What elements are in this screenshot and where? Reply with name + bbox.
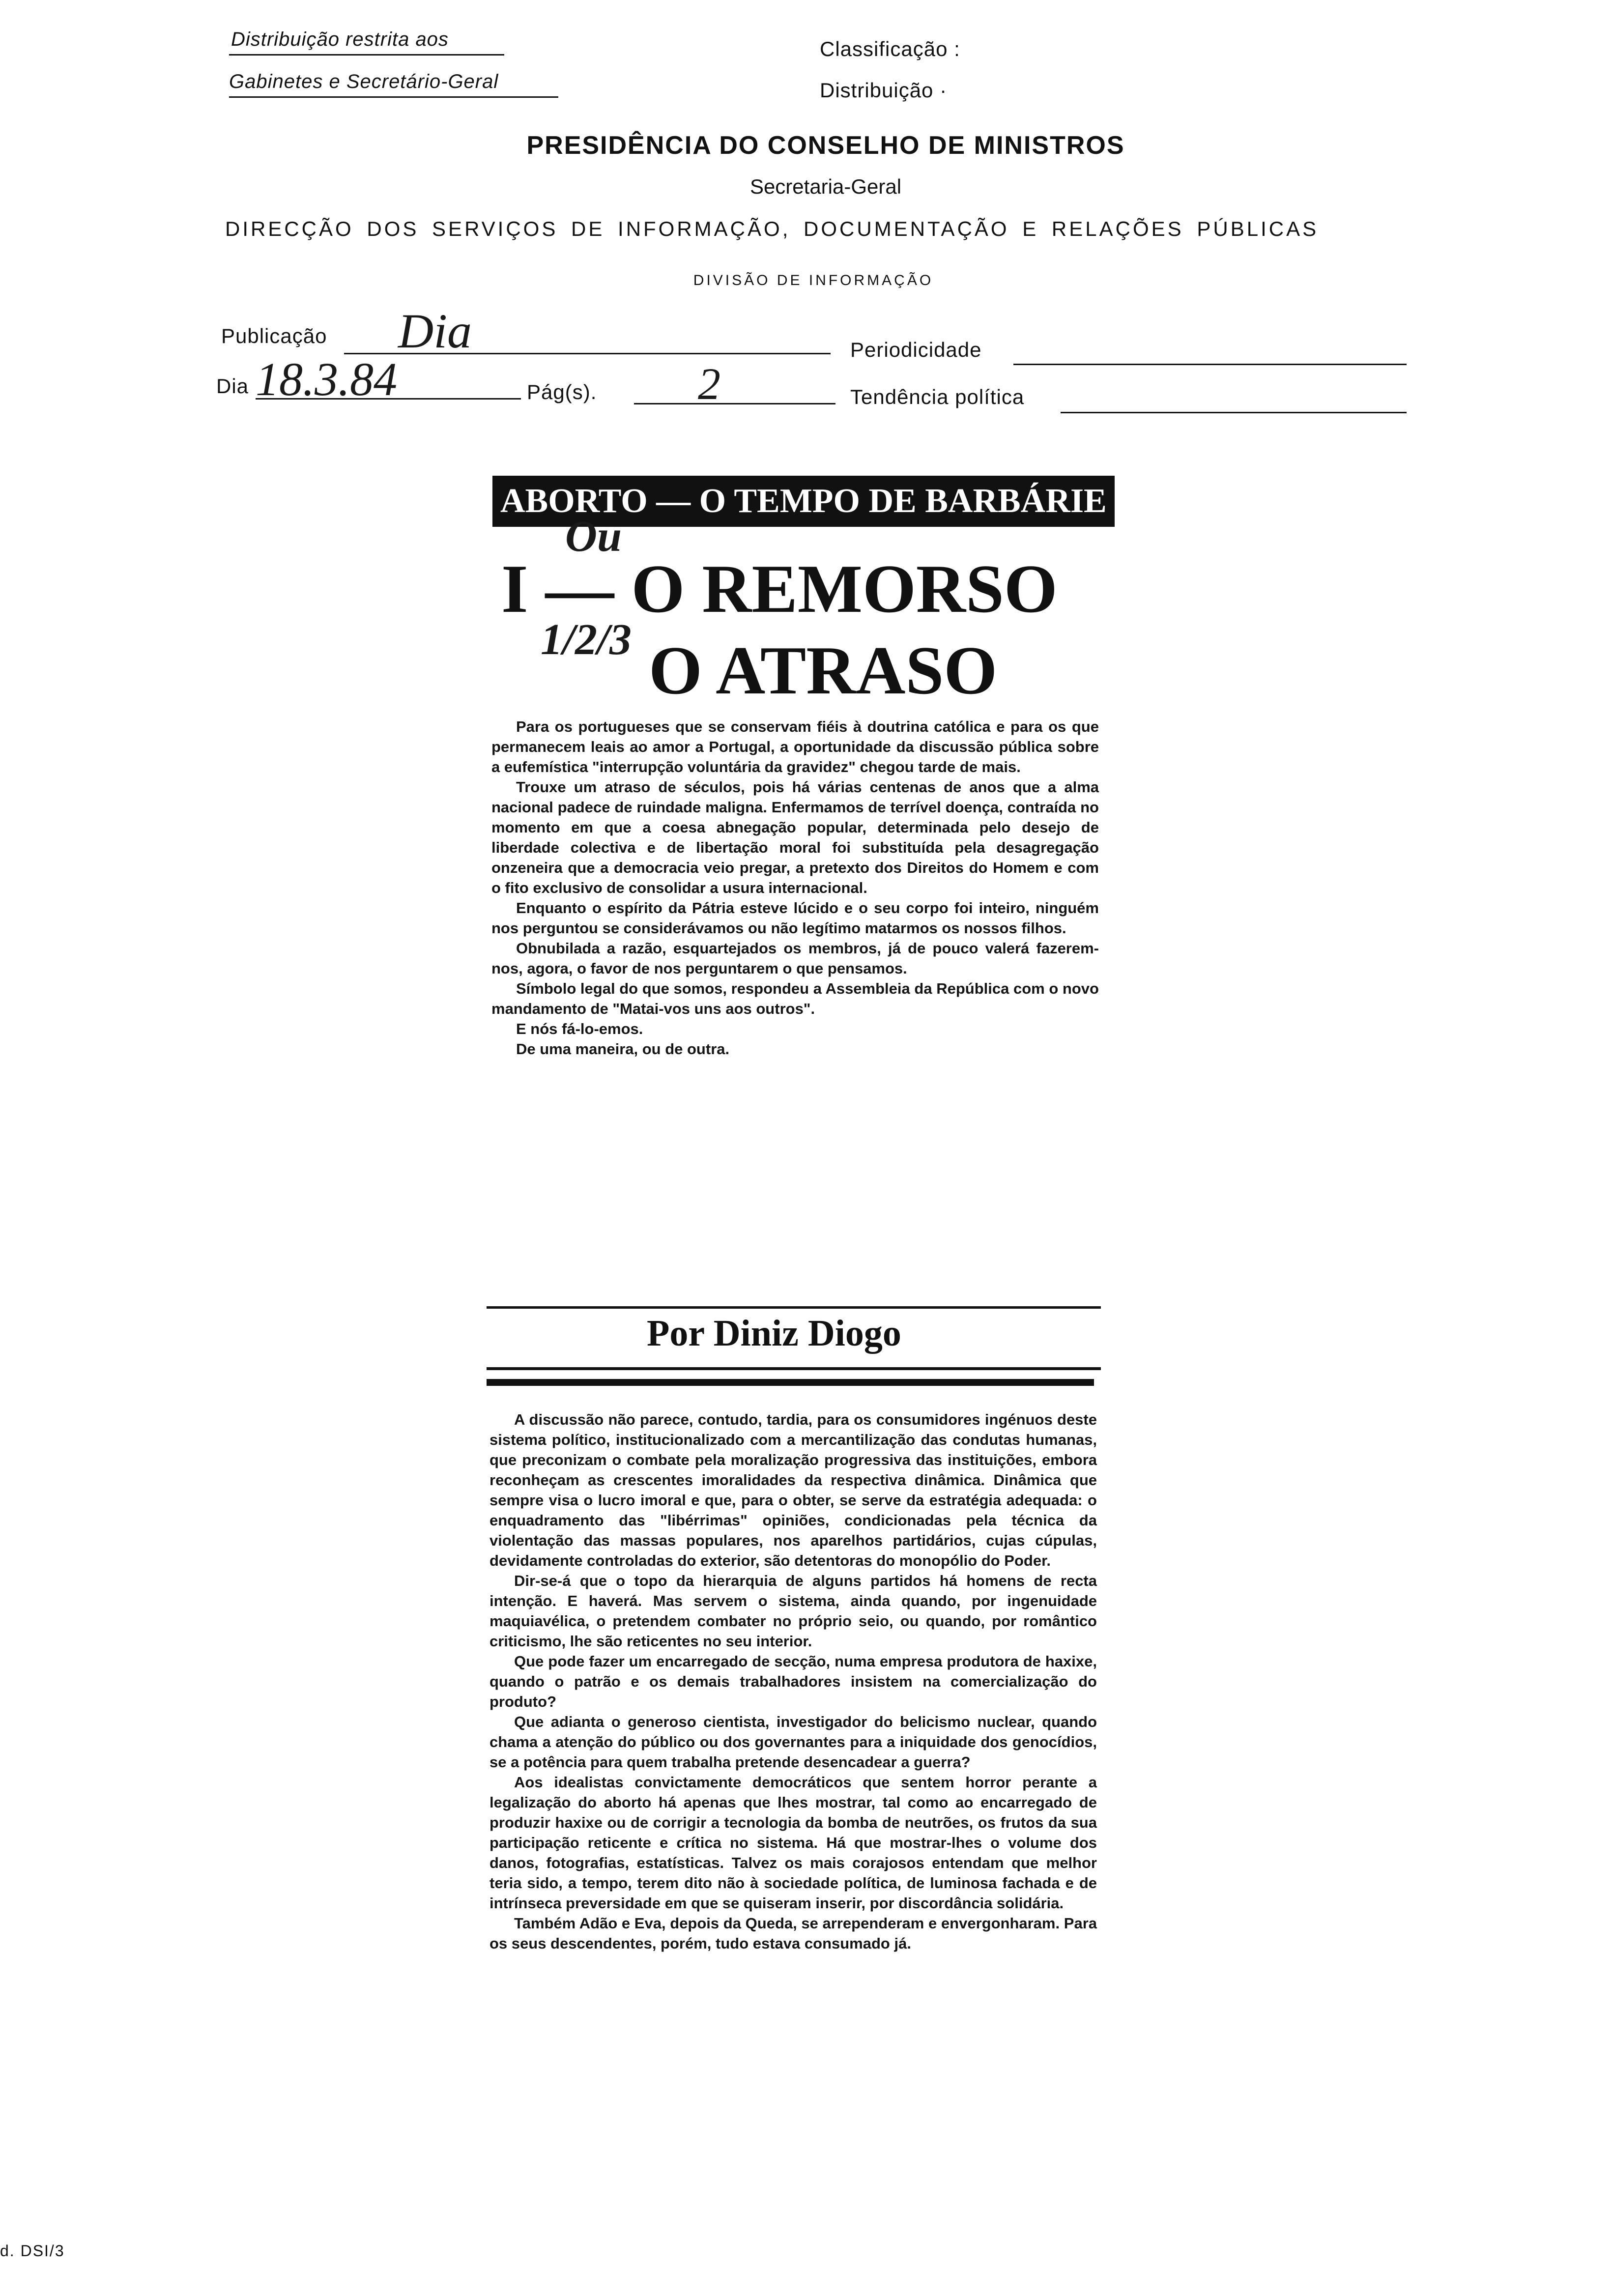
tendency-label: Tendência política [850,385,1025,408]
byline-top-rule [487,1306,1101,1309]
day-handwritten-value: 18.3.84 [256,353,397,405]
distribution-note-line1: Distribuição restrita aos [231,29,449,50]
paragraph: Obnubilada a razão, esquartejados os membros, já de pouco valerá fazerem-nos, agora, o favor de nos perguntarem o que pensamos. [491,940,1099,977]
classification-label: Classificação : [820,37,960,60]
secretariat-title: Secretaria-Geral [749,175,902,198]
paragraph: Símbolo legal do que somos, respondeu a Assembleia da República com o novo mandamento de "Matai-vos uns aos outros". [491,980,1099,1017]
headline-line1: I — O REMORSO [501,551,1058,627]
paragraph: A discussão não parece, contudo, tardia, para os consumidores ingénuos deste sistema político, institucionalizado com a mercantilização das condutas humanas, que preconizam o combate pela moralização progressiva das instituições, embora reconheçam as crescentes imoralidades da respectiva dinâmica. Dinâmica que sempre visa o lucro imoral e que, para o obter, se serve da estratégia adequada: o enquadramento das "libérrimas" opiniões, condicionadas pela técnica da violentação das massas populares, nos aparelhos partidários, cujas cúpulas, devidamente controladas do exterior, são detentoras do monopólio do Poder. [489,1411,1097,1569]
distribution-underline-1 [229,54,504,56]
handwritten-annotation-1: Ou [565,512,622,561]
byline-rule-2 [487,1379,1094,1386]
division-title: DIVISÃO DE INFORMAÇÃO [693,272,934,288]
tendency-underline [1061,412,1407,413]
pages-underline [634,403,835,404]
paragraph: E nós fá-lo-emos. [516,1020,643,1037]
distribution-label: Distribuição · [820,79,948,102]
distribution-underline-2 [229,96,558,98]
pages-handwritten-value: 2 [698,359,720,409]
paragraph: Que adianta o generoso cientista, investigador do belicismo nuclear, quando chama a atenção do público ou dos governantes para a iniquidade dos genocídios, se a potência para quem trabalha pretende desencadear a guerra? [489,1713,1097,1771]
paragraph: Trouxe um atraso de séculos, pois há várias centenas de anos que a alma nacional padece de ruindade maligna. Enfermamos de terrível doença, contraída no momento em que a coesa abnegação popular, determinada pelo desejo de liberdade colectiva e de libertação moral foi substituída pela desagregação onzeneira que a democracia veio pregar, a pretexto dos Direitos do Homem e com o fito exclusivo de consolidar a usura internacional. [491,778,1099,896]
office-title: PRESIDÊNCIA DO CONSELHO DE MINISTROS [526,131,1125,160]
directorate-title: DIRECÇÃO DOS SERVIÇOS DE INFORMAÇÃO, DOCUMENTAÇÃO E RELAÇÕES PÚBLICAS [225,217,1319,240]
pages-label: Pág(s). [527,380,597,403]
publication-handwritten-value: Dia [398,304,472,358]
byline-rule-1 [487,1367,1101,1370]
day-label: Dia [216,374,249,398]
article-body-part2 [489,1409,1097,1953]
paragraph: Para os portugueses que se conservam fiéis à doutrina católica e para os que permanecem leais ao amor a Portugal, a oportunidade da discussão pública sobre a eufemística "interrupção voluntária da gravidez" chegou tarde de mais. [491,718,1099,775]
paragraph: Enquanto o espírito da Pátria esteve lúcido e o seu corpo foi inteiro, ninguém nos perguntou se considerávamos ou não legítimo matarmos os nossos filhos. [491,899,1099,937]
document-code: d. DSI/3 [0,2242,65,2260]
paragraph: Dir-se-á que o topo da hierarquia de alguns partidos há homens de recta intenção. E haverá. Mas servem o sistema, ainda quando, por ingenuidade maquiavélica, o pretendem combater no próprio seio, ou quando, por romântico criticismo, lhe são reticentes no seu interior. [489,1572,1097,1650]
paragraph: De uma maneira, ou de outra. [516,1040,730,1058]
periodicity-label: Periodicidade [850,338,982,361]
publication-label: Publicação [221,324,327,347]
periodicity-underline [1013,364,1407,365]
article-body-part1 [491,717,1099,1059]
handwritten-annotation-2: 1/2/3 [541,615,632,664]
distribution-note-line2: Gabinetes e Secretário-Geral [229,71,499,92]
paragraph: Também Adão e Eva, depois da Queda, se arrependeram e envergonharam. Para os seus descendentes, porém, tudo estava consumado já. [489,1915,1097,1952]
paragraph: Que pode fazer um encarregado de secção, numa empresa produtora de haxixe, quando o patrão e os demais trabalhadores insistem na comercialização do produto? [489,1653,1097,1710]
headline-line2: O ATRASO [649,632,998,709]
paragraph: Aos idealistas convictamente democráticos que sentem horror perante a legalização do aborto há apenas que lhes mostrar, tal como ao encarregado de produzir haxixe ou de corrigir a tecnologia da bomba de neutrões, os frutos da sua participação reticente e crítica no sistema. Há que mostrar-lhes o volume dos danos, fotografias, estatísticas. Talvez os mais corajosos entendam que melhor teria sido, a tempo, terem dito não à sociedade política, de luminosa fachada e de intrínseca preversidade em que se quiseram inserir, por discordância solidária. [489,1774,1097,1912]
section-banner: ABORTO — O TEMPO DE BARBÁRIE [492,476,1115,527]
byline: Por Diniz Diogo [647,1313,901,1354]
